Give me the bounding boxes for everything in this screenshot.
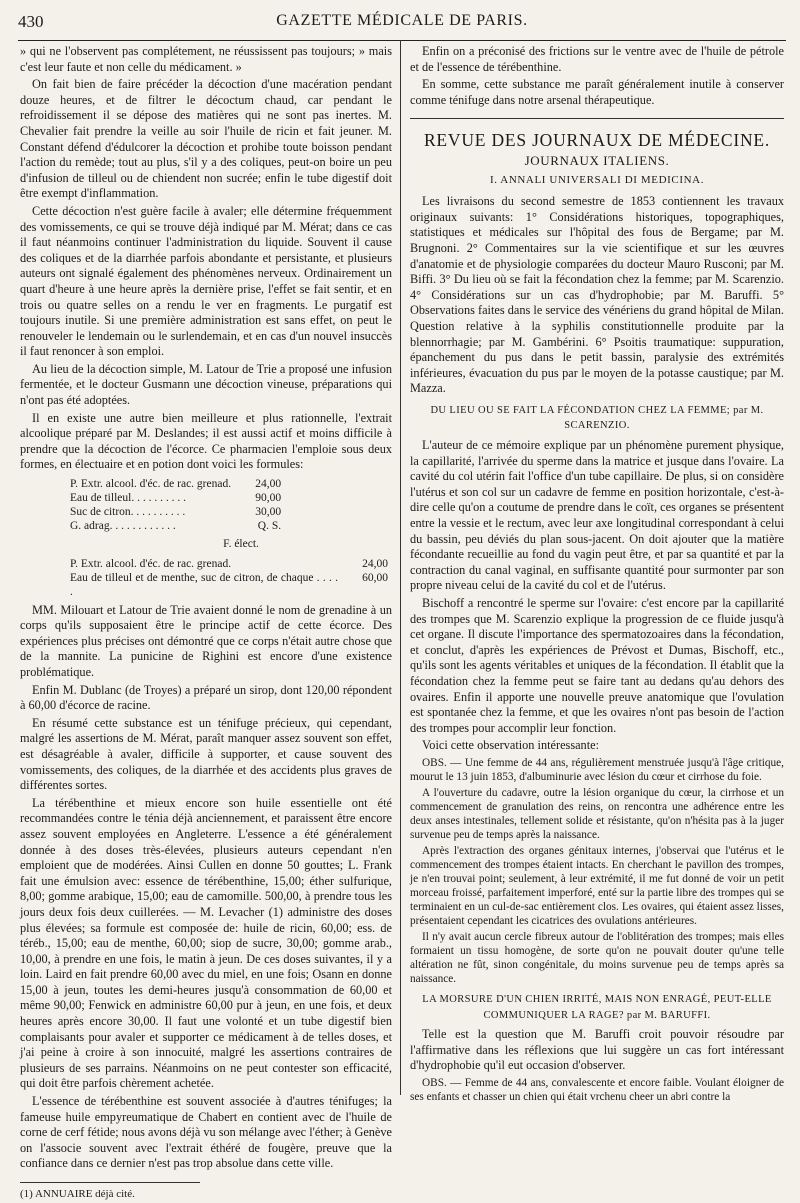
paragraph: Voici cette observation intéressante: bbox=[422, 738, 599, 753]
right-column bbox=[410, 44, 784, 1103]
paragraph: Au lieu de la décoction simple, M. Latour de Trie a proposé une infusion fermentée, et le docteur Gusmann une décoction vineuse, préparations qui n'ont pas été adoptées. bbox=[20, 361, 392, 408]
paragraph: Il en existe une autre bien meilleure et plus rationnelle, l'extrait alcoolique préparé par M. Deslandes; il est aussi actif et moins difficile à prendre que la décoction de l'écorce. Ce pharmacien l'emploie sous deux formes, en électuaire et en potion dont voici les formules: bbox=[20, 410, 392, 472]
formula-end: F. élect. bbox=[223, 538, 259, 551]
observation-paragraph: OBS. — Une femme de 44 ans, régulièrement menstruée jusqu'à l'âge critique, mourut le 13 juin 1853, d'albuminurie avec lésion du cœur et cirrhose du foie. bbox=[410, 756, 784, 783]
paragraph: Enfin M. Dublanc (de Troyes) a préparé un sirop, dont 120,00 répondent à 60,00 d'écorce de racine. bbox=[20, 682, 392, 713]
formula-potion bbox=[66, 557, 392, 599]
section-rule bbox=[410, 118, 784, 119]
observation-paragraph: A l'ouverture du cadavre, outre la lésion organique du cœur, la cirrhose et un commencement de granulation des reins, on rencontra une adhérence entre les deux anses intestinales, tellement solide et résistante, qu'on n'hésita pas à la juger survenue peu de temps après la naissance. bbox=[410, 786, 784, 841]
section-title: REVUE DES JOURNAUX DE MÉDECINE. bbox=[423, 130, 771, 151]
paragraph: L'auteur de ce mémoire explique par un phénomène purement physique, la capillarité, l'arrivée du sperme dans la matrice et jusque dans l'ovaire. La cavité du col utérin fait l'office d'un tube capillaire. De plus, si on considère l'utérus et son col sur un cadavre de femme en position horizontale, c'est-à-dire celle qu'on a coutume de prendre dans le coït, ces organes se présentent entre la vessie et le rectum, avec leur axe longitudinal correspondant à celui du bassin, peu déviés du plan sous-jacent. On doit ajouter que la matière fécondante recueillie au fond du vagin peut être, et par sa quantité et par la contraction du canal vaginal, en suffisante quantité pour surmonter par son propre niveau celui de la cavité du col et de l'utérus. bbox=[410, 438, 784, 593]
paragraph: Enfin on a préconisé des frictions sur le ventre avec de l'huile de pétrole et de l'essence de térébenthine. bbox=[410, 44, 784, 74]
formula-row: P. Extr. alcool. d'éc. de rac. grenad. 24,00 bbox=[70, 557, 388, 570]
column-divider bbox=[400, 40, 401, 1095]
paragraph: Les livraisons du second semestre de 1853 contiennent les travaux originaux suivants: 1° Considérations historiques, topographiques, statistiques et médicales sur l'hôpital des fous de Bergame; par M. Brugnoni. 2° Commentaires sur la vie scientifique et sur les œuvres d'anatomie et de physiologie comparées du docteur Mauro Rusconi; par M. Biffi. 3° Du lieu où se fait la fécondation chez la femme; par M. Scarenzio. 4° Considérations sur un cas d'hydrophobie; par M. Baruffi. 5° Observations faites dans le service des vénériens du grand hôpital de Milan. Question relative à la syphilis constitutionnelle produite par la blennorrhagie; par M. Gambérini. 6° Psoitis traumatique: suppuration, épanchement du pus dans le petit bassin, paralysie des extrémités inférieures, évacuation du pus par le moyen de la potasse caustique; par M. Mazza. bbox=[410, 194, 784, 396]
formula-row: G. adrag. . . . . . . . . . . . Q. S. bbox=[70, 520, 282, 533]
formula-row: Eau de tilleul et de menthe, suc de citron, de chaque . . . . . 60,00 bbox=[70, 571, 388, 598]
paragraph: On fait bien de faire précéder la décoction d'une macération pendant douze heures, et de filtrer le décoctum chaud, car pendant le refroidissement il se dépose des matières qui ne sont pas inertes. M. Chevalier fait prendre la veille au soir l'huile de ricin et fait jeuner. M. Constant défend d'édulcorer la décoction et prohibe toute boisson pendant l'action du remède; tout au plus, s'il y a des coliques, peut-on boire un peu d'infusion de tilleul ou de chiendent non sucrée; enfin le tube digestif doit être exempt d'inflammation. bbox=[20, 77, 392, 201]
observation-paragraph: Après l'extraction des organes génitaux internes, j'observai que l'utérus et le commencement des trompes étaient intacts. En cherchant le pavillon des trompes, je n'en trouvai point; seulement, à leur extrémité, il me fut donné de voir un petit morceau froissé, parfaitement imperforé, enté sur la partie libre des trompes qui se terminaient en un cul-de-sac entièrement clos. Les ovaires, qui étaient assez lisses, présentaient cependant les cicatrices des ovulations antérieures. bbox=[410, 844, 784, 927]
paragraph: Telle est la question que M. Baruffi croit pouvoir résoudre par l'affirmative dans les réflexions que lui suggère un cas fort intéressant d'hydrophobie qu'il eut occasion d'observer. bbox=[410, 1027, 784, 1073]
paragraph: Bischoff a rencontré le sperme sur l'ovaire: c'est encore par la capillarité des trompes que M. Scarenzio explique la progression de ce fluide jusqu'à cet organe. Il discute l'importance des spermatozoaires dans la fécondation, et conclut, d'après les expériences de Prévost et Dumas, Bischoff, etc., qu'ils sont les agents véritables et uniques de la fécondation. Il établit que la fécondation chez la femme peut se faire tant au dedans qu'au dehors des ovaires. Enfin il apporte une nouvelle preuve anatomique que l'ovulation est spontanée chez la femme, et que les ovaires n'ont pas besoin de l'action des trompes pour accomplir leur fonction. bbox=[410, 596, 784, 735]
paragraph: MM. Milouart et Latour de Trie avaient donné le nom de grenadine à un corps qu'ils supposaient être le principe actif de cette écorce. Des expériences plus précises ont démontré que ce corps n'était autre chose que de la mannite. La punicine de Righini est encore d'une existence problématique. bbox=[20, 602, 392, 679]
journal-title: GAZETTE MÉDICALE DE PARIS. bbox=[276, 12, 528, 29]
page-number: 430 bbox=[18, 12, 44, 31]
paragraph: En somme, cette substance me paraît généralement inutile à conserver comme ténifuge dans notre arsenal thérapeutique. bbox=[410, 77, 784, 107]
paragraph: En résumé cette substance est un ténifuge précieux, qui cependant, malgré les assertions de M. Mérat, paraît manquer assez souvent son effet, est désagréable à avaler, difficile à supporter, et cause souvent des vomissements, des coliques, de la diarrhée et des accidents plus graves de différentes sortes. bbox=[20, 715, 392, 793]
footnote: (1) ANNUAIRE déjà cité. bbox=[20, 1188, 135, 1200]
observation-paragraph: Il n'y avait aucun cercle fibreux autour de l'oblitération des trompes; mais elles formaient un tissu homogène, de sorte qu'on ne pouvait douter qu'une telle altération ne fût, sinon congénitale, du moins survenue peu de temps après sa naissance. bbox=[410, 930, 784, 985]
paragraph: La térébenthine et mieux encore son huile essentielle ont été recommandées contre le ténia déjà anciennement, et paraissent être encore assez souvent employées en Angleterre. L'essence a été généralement donnée à des doses très-élevées, plusieurs auteurs cependant n'en emploient que de modérées. Ainsi Cullen en donne 50 gouttes; L. Frank fait une émulsion avec: essence de térébenthine, 15,00; éther sulfurique, 8,00; gomme arabique, 15,00; eau de camomille. 500,00, à prendre tous les jours deux fois deux cuillerées. — M. Levacher (1) administre des doses plus élevées; sa formule est composée de: huile de ricin, 60,00; ess. de téréb., 15,00; eau de menthe, 60,00; siop de sucre, 30,00; gomme arab., 10,00, à prendre en une fois, le matin à jeun. De ces doses suivantes, il y a loin. Laird en fait prendre 60,00 avec du miel, en une fois; Osann en donne 15,00 à jeun, toutes les demi-heures jusqu'à consommation de 60,00 et même 90,00; Fenwick en administre 60,00 pur à jeun, en une fois, et deux heures après encore 30,00. Il faut une volonté et un tube digestif bien complaisants pour avaler et supporter ce médicament à de telles doses, et j'ai peine à croire à son innocuité, malgré les assertions contraires de plusieurs de ses parrains. Néanmoins on ne peut contester son efficacité, qui doit être parfois chèrement achetée. bbox=[20, 795, 392, 1091]
journal-heading: I. ANNALI UNIVERSALI DI MEDICINA. bbox=[489, 173, 705, 186]
left-column bbox=[20, 44, 392, 1200]
article-title: DU LIEU OU SE FAIT LA FÉCONDATION CHEZ LA FEMME; par M. SCARENZIO. bbox=[430, 404, 764, 432]
observation-paragraph: OBS. — Femme de 44 ans, convalescente et encore faible. Voulant éloigner de ses enfants et chasser un chien qui était vrchenu cheer un abri contre la bbox=[410, 1076, 784, 1103]
paragraph: L'essence de térébenthine est souvent associée à d'autres ténifuges; la fameuse huile empyreumatique de Chabert en contient avec de l'huile de corne de cerf fétide; nous avons déjà vu son mélange avec l'éther; à Genève on l'associe souvent avec l'extrait éthéré de fougère, preuve que la confiance dans ce dernier n'est pas trop absolue dans cette ville. bbox=[20, 1094, 392, 1171]
paragraph: Cette décoction n'est guère facile à avaler; elle détermine fréquemment des vomissements, ce qui se trouve déjà indiqué par M. Mérat; dans ce cas il faut néanmoins continuer l'administration du liquide. Souvent il cause des coliques et de la diarrhée parfois abondante et persistante, et plusieurs auteurs ont signalé également des phénomènes nerveux. Ordinairement un quart d'heure à une heure après la dernière prise, l'effet se fait sentir, et en trois ou quatre selles on a rendu le ver en fragments. Le purgatif est toujours inutile. Si une première administration est sans effet, on peut le renouveler le lendemain ou le surlendemain, et en cas d'un nouvel insuccès il faut renoncer à son emploi. bbox=[20, 203, 392, 359]
article-title: LA MORSURE D'UN CHIEN IRRITÉ, MAIS NON ENRAGÉ, PEUT-ELLE COMMUNIQUER LA RAGE? par M. BARUFFI. bbox=[422, 993, 772, 1021]
footnote-rule bbox=[20, 1182, 200, 1183]
section-subtitle: JOURNAUX ITALIENS. bbox=[524, 152, 670, 168]
paragraph: » qui ne l'observent pas complétement, ne réussissent pas toujours; » mais c'est leur faute et non celle du médicament. » bbox=[20, 44, 392, 74]
formula-row: Eau de tilleul. . . . . . . . . . 90,00 bbox=[70, 492, 282, 505]
page-header bbox=[18, 0, 786, 41]
formula-row: Suc de citron. . . . . . . . . . 30,00 bbox=[70, 506, 282, 519]
formula-electuary bbox=[66, 477, 285, 533]
formula-row: P. Extr. alcool. d'éc. de rac. grenad. 24,00 bbox=[70, 478, 282, 491]
